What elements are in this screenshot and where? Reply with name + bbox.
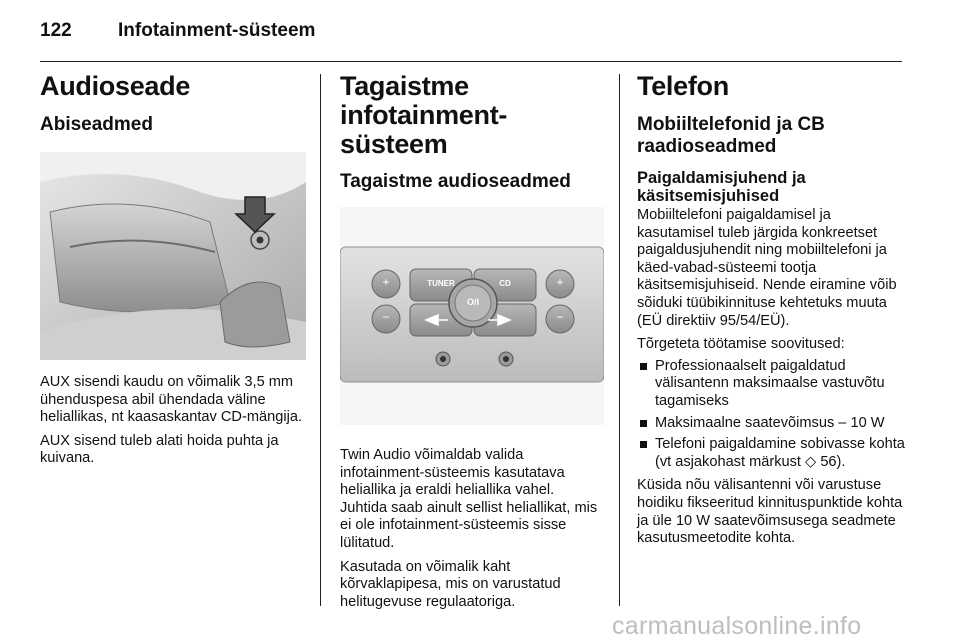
column-audio [40, 72, 306, 468]
section-title-phone: Telefon [637, 71, 729, 101]
aux-paragraph-1: AUX sisendi kaudu on võimalik 3,5 mm ühenduspesa abil ühendada väline heliallikas, nt kaasaskantav CD-mängija. [40, 374, 302, 426]
minus-label-left: − [382, 310, 390, 324]
cd-label: CD [499, 279, 511, 288]
aux-paragraph-2: AUX sisend tuleb alati hoida puhta ja kuivana. [40, 432, 279, 467]
rear-audio-panel-illustration [340, 207, 604, 425]
bullet-icon [640, 363, 647, 370]
list-item: Professionaalselt paigaldatud välisantenn maksimaalse vastuvõtu tagamiseks [637, 358, 905, 411]
plus-label-left: + [382, 275, 390, 289]
bullet-icon [640, 441, 647, 448]
phone-paragraph-1: Mobiiltelefoni paigaldamisel ja kasutamisel tuleb järgida konkreetset paigaldusjuhendit ning mobiiltelefoni ja käed-vabad-süsteemi tootja käsitsemisjuhiseid. Nende eiramine võib sõiduki tüübikinnituse kehtetuks muuta (EÜ direktiiv 95/54/EÜ). [637, 207, 897, 329]
list-item: Maksimaalne saatevõimsus – 10 W [637, 415, 905, 433]
section-title-audio: Audioseade [40, 71, 191, 101]
subsection-title-mobile: Mobiiltelefonid ja CB raadioseadmed [637, 114, 825, 157]
aux-socket-illustration [40, 152, 306, 360]
page-header [40, 20, 315, 42]
column-divider-1 [320, 74, 321, 606]
chapter-title: Infotainment-süsteem [118, 20, 316, 41]
subsection-title-rear-audio: Tagaistme audioseadmed [340, 171, 571, 192]
recommendation-list [637, 358, 905, 472]
section-title-rear-infotainment: Tagaistme infotainment-süsteem [340, 71, 508, 159]
rear-audio-paragraph-1: Twin Audio võimaldab valida infotainment-süsteemis kasutatava heliallika ja eraldi heliallika vahel. Juhtida saab ainult sellist heliallikat, mis ei ole infotainment-süsteemis sisse lülitatud. [340, 447, 598, 551]
column-rear-infotainment [340, 72, 604, 611]
column-phone [637, 72, 905, 548]
header-rule [40, 61, 902, 62]
page-number: 122 [40, 20, 72, 41]
phone-paragraph-2: Tõrgeteta töötamise soovitused: [637, 336, 845, 353]
headphone-jack-icon[interactable] [436, 352, 450, 366]
list-item: Telefoni paigaldamine sobivasse kohta (vt asjakohast märkust ◇ 56). [637, 436, 905, 471]
minus-label-right: − [556, 310, 564, 324]
watermark: carmanualsonline.info [612, 612, 862, 640]
plus-label-right: + [556, 275, 564, 289]
bullet-icon [640, 420, 647, 427]
onoff-label: O/I [466, 297, 479, 307]
subsection-title-aux: Abiseadmed [40, 114, 153, 135]
tuner-label: TUNER [427, 279, 455, 288]
rear-audio-paragraph-2: Kasutada on võimalik kaht kõrvaklapipesa, mis on varustatud helitugevuse regulaatoriga. [340, 558, 561, 610]
phone-paragraph-3: Küsida nõu välisantenni või varustuse hoidiku fikseeritud kinnituspunktide kohta ja üle 10 W saatevõimsusega seadmete kasutusmeetodite kohta. [637, 477, 903, 547]
column-divider-2 [619, 74, 620, 606]
headphone-jack-icon[interactable] [499, 352, 513, 366]
subsubsection-title-installation: Paigaldamisjuhend ja käsitsemisjuhised [637, 169, 806, 205]
